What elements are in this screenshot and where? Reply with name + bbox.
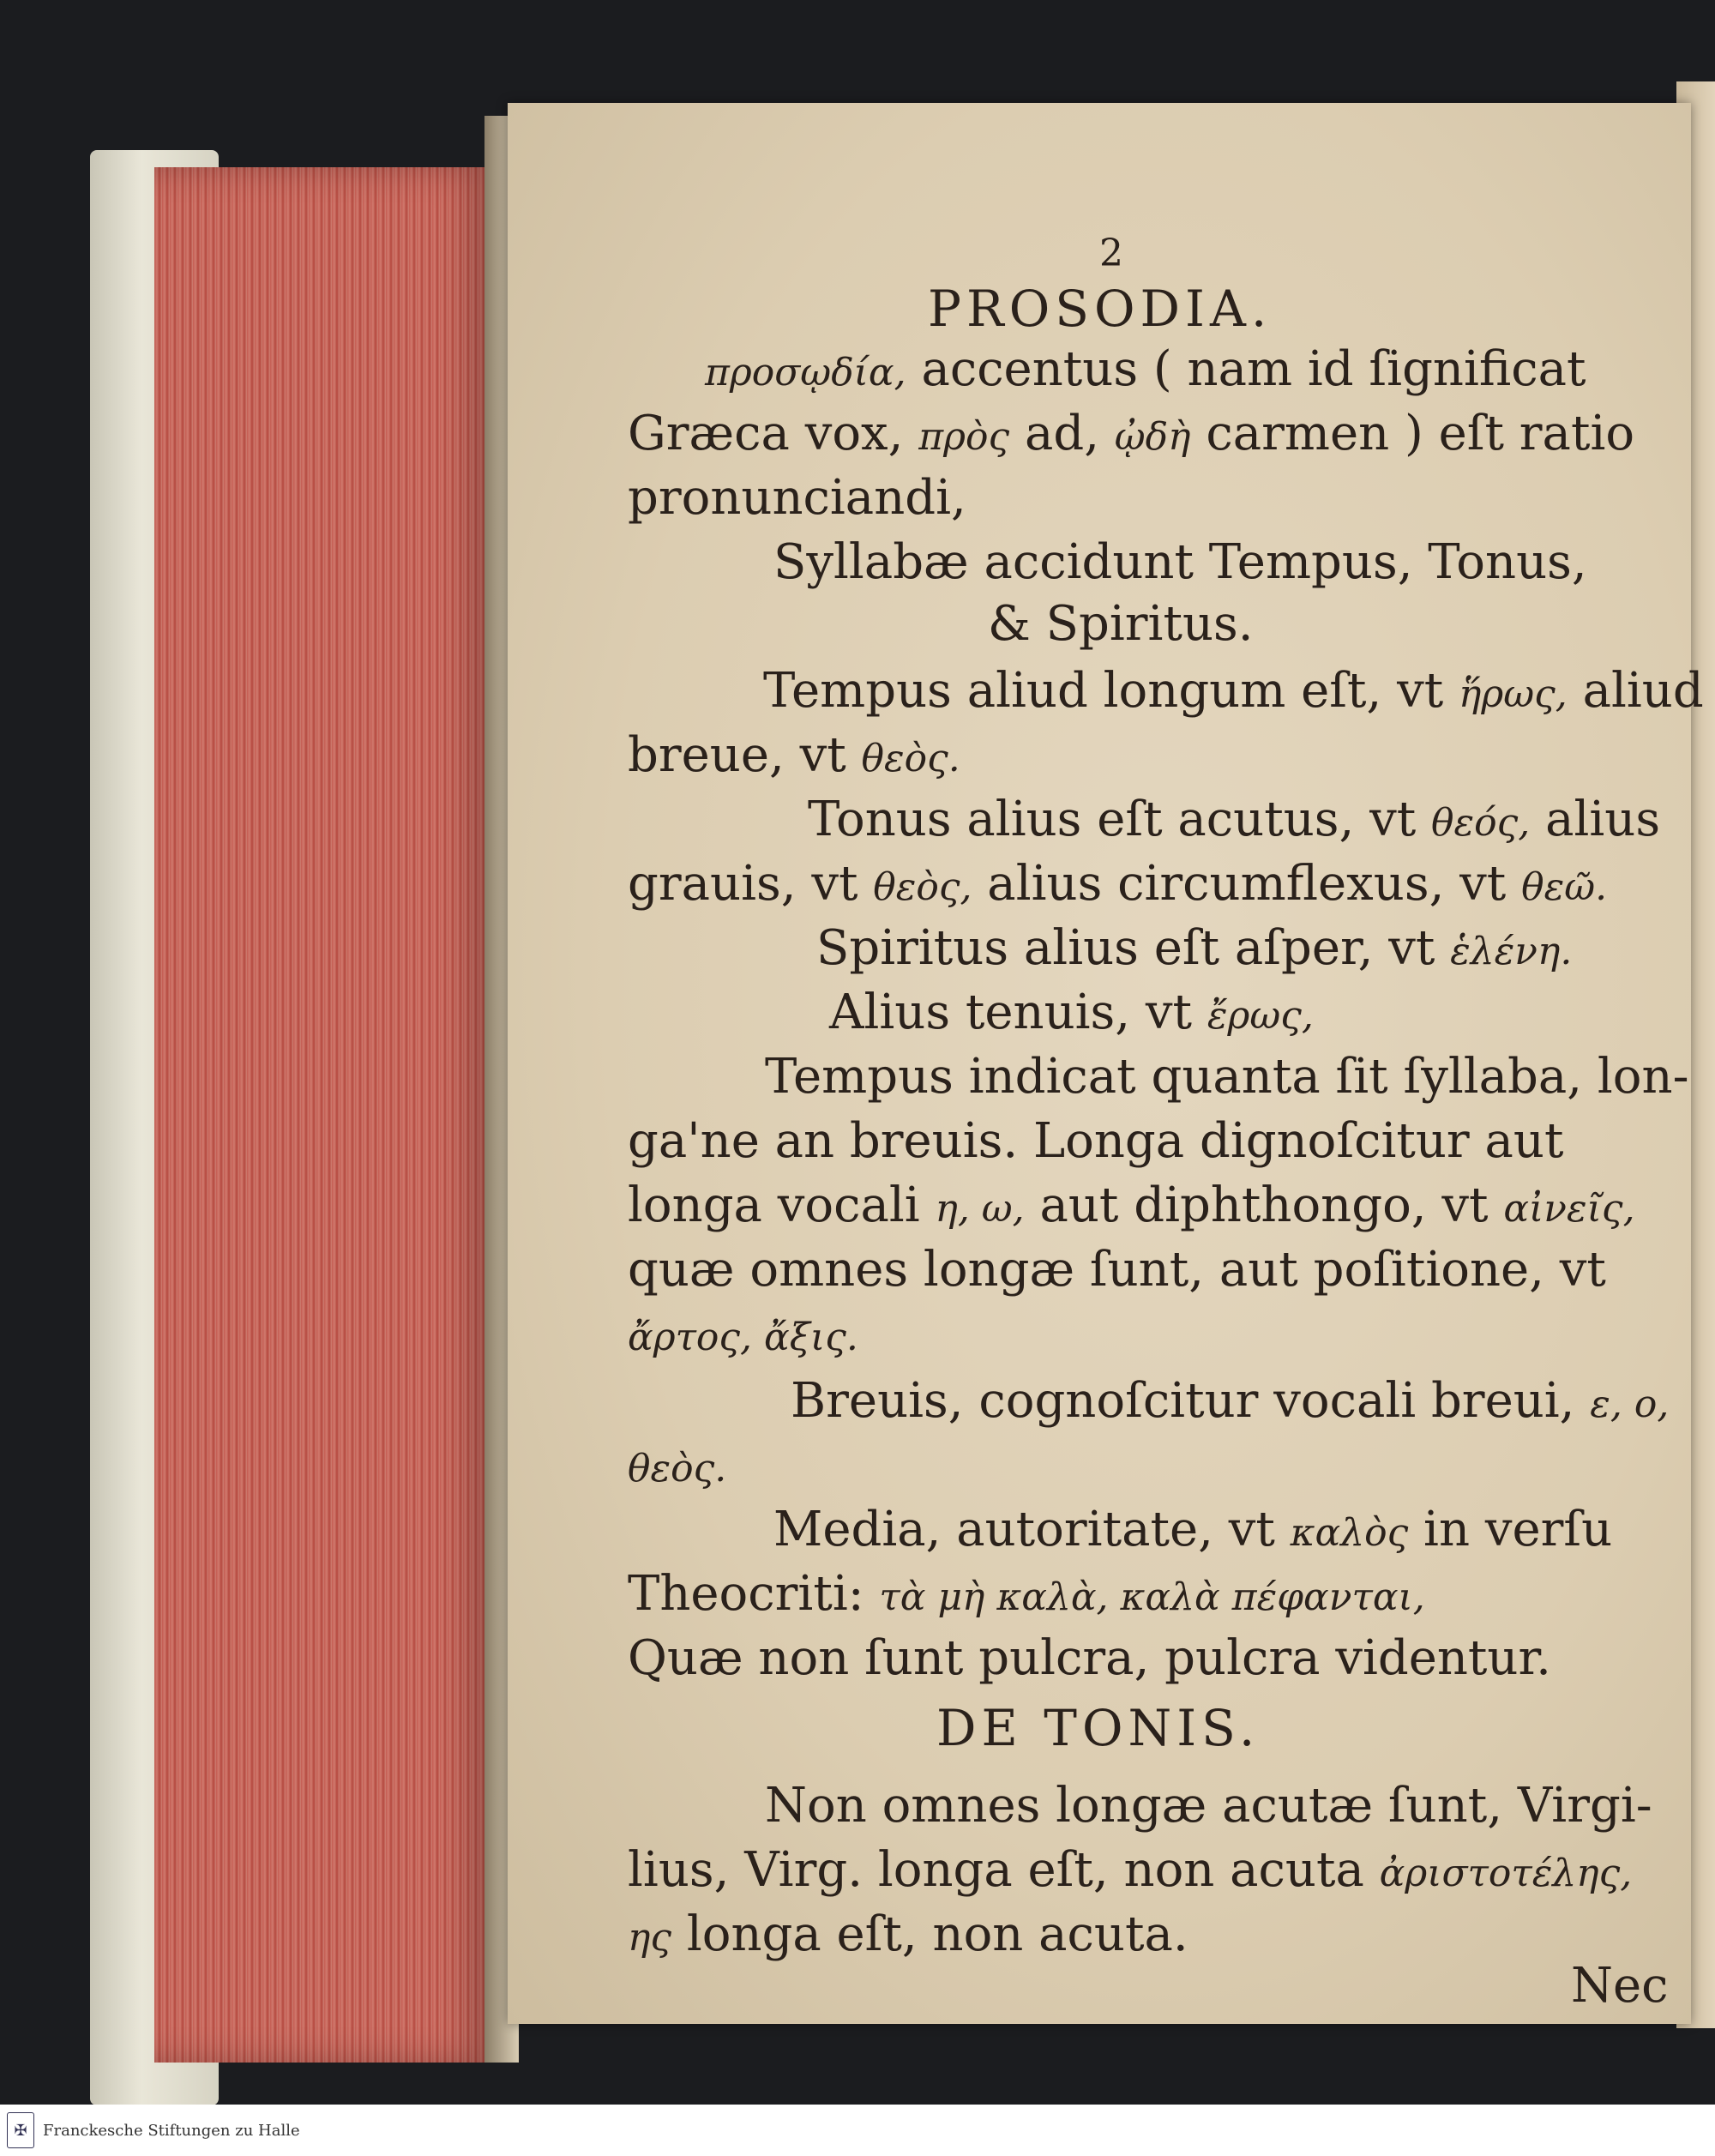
text-line xyxy=(808,789,1660,853)
latin-text: longa vocali xyxy=(628,1177,936,1233)
text-line xyxy=(628,1304,858,1368)
institution-logo-icon: ✠ xyxy=(7,2112,34,2148)
section-heading: DE TONIS. xyxy=(936,1699,1261,1757)
greek-word: θεὸς, xyxy=(873,865,972,909)
text-line xyxy=(628,1435,726,1499)
latin-text: Græca vox, xyxy=(628,406,919,461)
greek-word: πρὸς xyxy=(918,415,1010,459)
text-line xyxy=(705,339,1586,403)
latin-text: Media, autoritate, vt xyxy=(773,1502,1291,1557)
greek-word: προσῳδία, xyxy=(705,351,906,394)
book xyxy=(86,69,1715,2041)
text-line xyxy=(628,1840,1632,1904)
greek-word: ἥρως, xyxy=(1459,672,1568,716)
catchword: Nec xyxy=(1571,1958,1669,2014)
text-line: ga'ne an breuis. Longa dignoſcitur aut xyxy=(628,1113,1564,1169)
latin-text: longa eſt, non acuta. xyxy=(671,1906,1188,1962)
text-line xyxy=(816,918,1572,982)
text-line: pronunciandi, xyxy=(628,470,966,526)
greek-word: ἔρως, xyxy=(1207,994,1314,1038)
latin-text: aut diphthongo, vt xyxy=(1024,1177,1504,1233)
text-line: Tempus indicat quanta ſit ſyllaba, lon- xyxy=(765,1049,1689,1105)
text-line xyxy=(628,1904,1188,1968)
page-text xyxy=(508,103,1704,2024)
latin-text: ad, xyxy=(1009,406,1115,461)
text-line: & Spiritus. xyxy=(988,596,1254,652)
latin-text: in verſu xyxy=(1408,1502,1613,1557)
latin-text: Breuis, cognoſcitur vocali breui, xyxy=(791,1373,1591,1429)
latin-text: alius xyxy=(1530,792,1661,847)
text-line xyxy=(628,1563,1425,1628)
latin-text: Tempus aliud longum eſt, vt xyxy=(763,663,1459,719)
latin-text: accentus ( nam id ſignificat xyxy=(906,341,1586,397)
text-line xyxy=(628,853,1607,918)
page-number: 2 xyxy=(1099,232,1123,275)
text-line xyxy=(829,982,1314,1046)
latin-text: alius circumflexus, vt xyxy=(972,856,1522,912)
greek-word: ἄρτος, ἄξις. xyxy=(628,1316,858,1359)
institution-name: Franckesche Stiftungen zu Halle xyxy=(43,2121,300,2140)
greek-word: τὰ μὴ καλὰ, καλὰ πέφανται, xyxy=(879,1575,1425,1619)
text-line xyxy=(628,1175,1635,1239)
footer-bar xyxy=(0,2105,1715,2156)
latin-text: lius, Virg. longa eſt, non acuta xyxy=(628,1842,1380,1898)
text-line: quæ omnes longæ ſunt, aut poſitione, vt xyxy=(628,1242,1606,1298)
greek-word: καλὸς xyxy=(1290,1511,1409,1555)
greek-word: αἰνεῖς, xyxy=(1503,1187,1635,1231)
text-line xyxy=(628,403,1634,467)
latin-text: Tonus alius eſt acutus, vt xyxy=(808,792,1432,847)
text-line xyxy=(773,1499,1612,1563)
running-title: PROSODIA. xyxy=(928,280,1273,338)
greek-word: ἀριστοτέλης, xyxy=(1379,1852,1633,1895)
greek-word: ε, ο, xyxy=(1590,1382,1670,1426)
greek-word: θεός, xyxy=(1431,801,1531,845)
book-page xyxy=(508,103,1704,2024)
greek-word: θεὸς. xyxy=(628,1447,727,1491)
greek-word: ης xyxy=(628,1916,672,1960)
latin-text: Alius tenuis, vt xyxy=(829,985,1207,1040)
text-line: Quæ non ſunt pulcra, pulcra videntur. xyxy=(628,1630,1551,1686)
greek-word: ἑλένη. xyxy=(1450,930,1573,973)
text-line xyxy=(791,1370,1669,1435)
text-line xyxy=(763,660,1704,725)
greek-word: θεῶ. xyxy=(1521,865,1608,909)
latin-text: carmen ) eſt ratio xyxy=(1190,406,1635,461)
latin-text: breue, vt xyxy=(628,727,862,783)
greek-word: ᾠδὴ xyxy=(1114,415,1191,459)
latin-text: Spiritus alius eſt aſper, vt xyxy=(816,920,1451,976)
latin-text: grauis, vt xyxy=(628,856,874,912)
latin-text: aliud xyxy=(1567,663,1704,719)
page-edges xyxy=(154,167,497,2063)
greek-word: η, ω, xyxy=(935,1187,1025,1231)
text-line: Syllabæ accidunt Tempus, Tonus, xyxy=(773,534,1587,590)
latin-text: Theocriti: xyxy=(628,1566,880,1622)
greek-word: θεὸς. xyxy=(861,737,960,780)
text-line: Non omnes longæ acutæ ſunt, Virgi- xyxy=(765,1778,1652,1834)
text-line xyxy=(628,725,960,789)
